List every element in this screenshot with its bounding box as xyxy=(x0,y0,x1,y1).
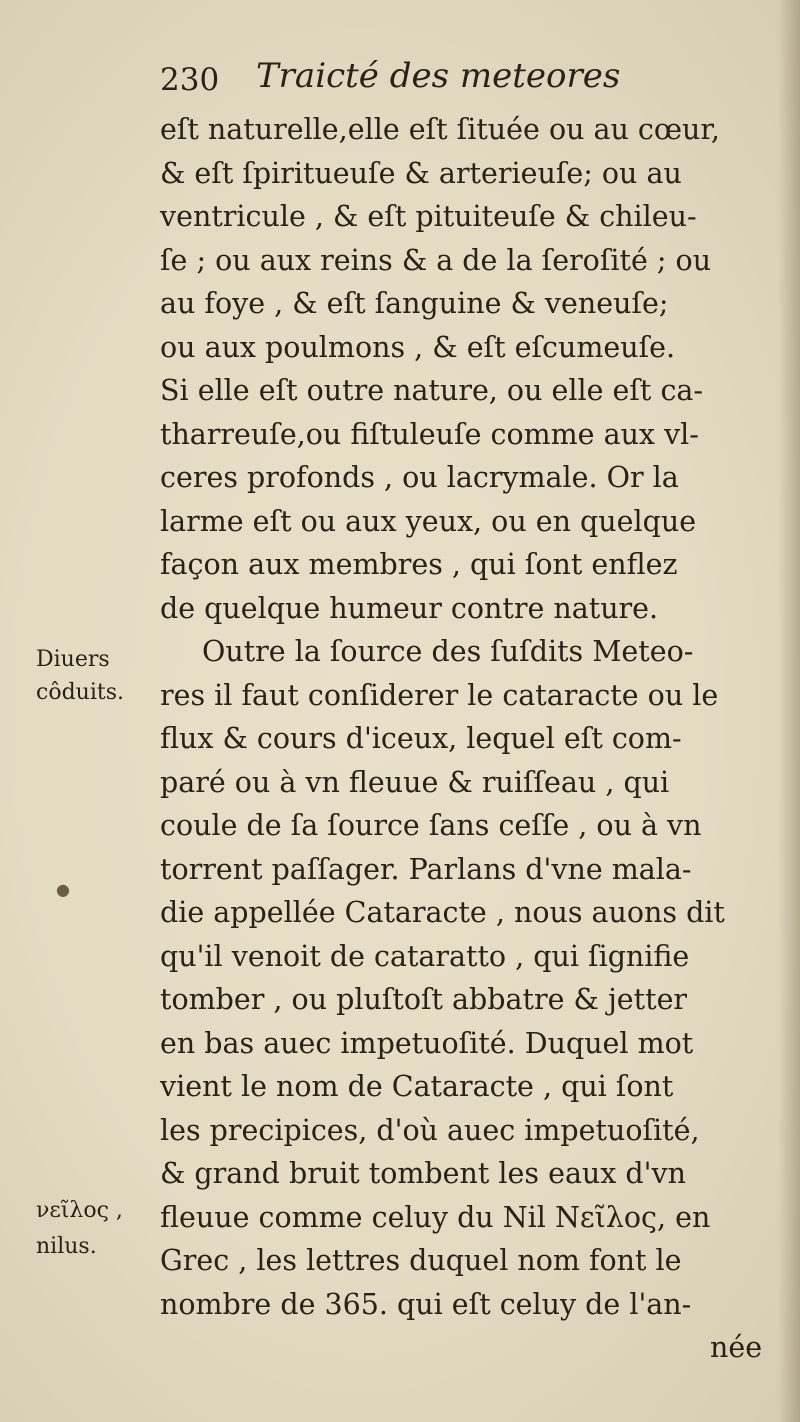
text-line: Outre la ſource des ſuſdits Meteo- xyxy=(202,635,694,668)
text-line: paré ou à vn fleuue & ruiſſeau , qui xyxy=(160,765,670,799)
text-line: torrent paſſager. Parlans d'vne mala- xyxy=(160,852,692,886)
ink-spot-icon: ● xyxy=(56,880,70,899)
text-line: Grec , les lettres duquel nom font le xyxy=(160,1244,682,1277)
text-line: Si elle eſt outre nature, ou elle eſt ca- xyxy=(160,374,704,407)
text-line: les precipices, d'où auec impetuoſité, xyxy=(160,1113,700,1147)
text-line: qu'il venoit de cataratto , qui ſignifie xyxy=(160,939,690,973)
margin-note-greek: νεῖλος , xyxy=(36,1198,123,1223)
text-line: coule de ſa ſource ſans ceſſe , ou à vn xyxy=(160,809,702,842)
text-line: nombre de 365. qui eſt celuy de l'an- xyxy=(160,1287,692,1321)
text-line: flux & cours d'iceux, lequel eſt com- xyxy=(160,722,682,755)
text-line: de quelque humeur contre nature. xyxy=(160,591,659,625)
margin-note-nilus: nilus. xyxy=(36,1234,97,1259)
margin-note-diuers: Diuers xyxy=(36,647,110,672)
text-line: au foye , & eſt ſanguine & veneuſe; xyxy=(160,287,669,320)
margin-note-coduits: côduits. xyxy=(36,680,124,705)
text-line: vient le nom de Cataracte , qui ſont xyxy=(160,1070,674,1103)
text-line: die appellée Cataracte , nous auons dit xyxy=(160,896,725,929)
text-line: eſt naturelle,elle eſt ſituée ou au cœur, xyxy=(160,113,720,146)
text-line: ceres profonds , ou lacrymale. Or la xyxy=(160,461,679,494)
page-edge-shadow xyxy=(778,0,800,1422)
text-line: ou aux poulmons , & eſt eſcumeuſe. xyxy=(160,330,676,364)
catchword: née xyxy=(710,1331,763,1364)
text-line: larme eſt ou aux yeux, ou en quelque xyxy=(160,504,697,538)
text-line: façon aux membres , qui ſont enflez xyxy=(160,548,678,581)
page-number: 230 xyxy=(160,62,220,98)
text-line: en bas auec impetuoſité. Duquel mot xyxy=(160,1026,694,1060)
text-line: & grand bruit tombent les eaux d'vn xyxy=(160,1157,686,1190)
text-line: tharreuſe,ou fiſtuleuſe comme aux vl- xyxy=(160,417,699,451)
text-line: ſe ; ou aux reins & a de la ſeroſité ; ou xyxy=(160,243,712,277)
text-line: res il faut conſiderer le cataracte ou le xyxy=(160,678,719,712)
running-title: Traicté des meteores xyxy=(256,56,621,96)
text-line: fleuue comme celuy du Nil Νεῖλος, en xyxy=(160,1200,711,1234)
text-line: ventricule , & eſt pituiteuſe & chileu- xyxy=(160,200,697,233)
text-line: tomber , ou pluſtoſt abbatre & jetter xyxy=(160,983,688,1016)
text-line: & eſt ſpiritueuſe & arterieuſe; ou au xyxy=(160,156,682,190)
